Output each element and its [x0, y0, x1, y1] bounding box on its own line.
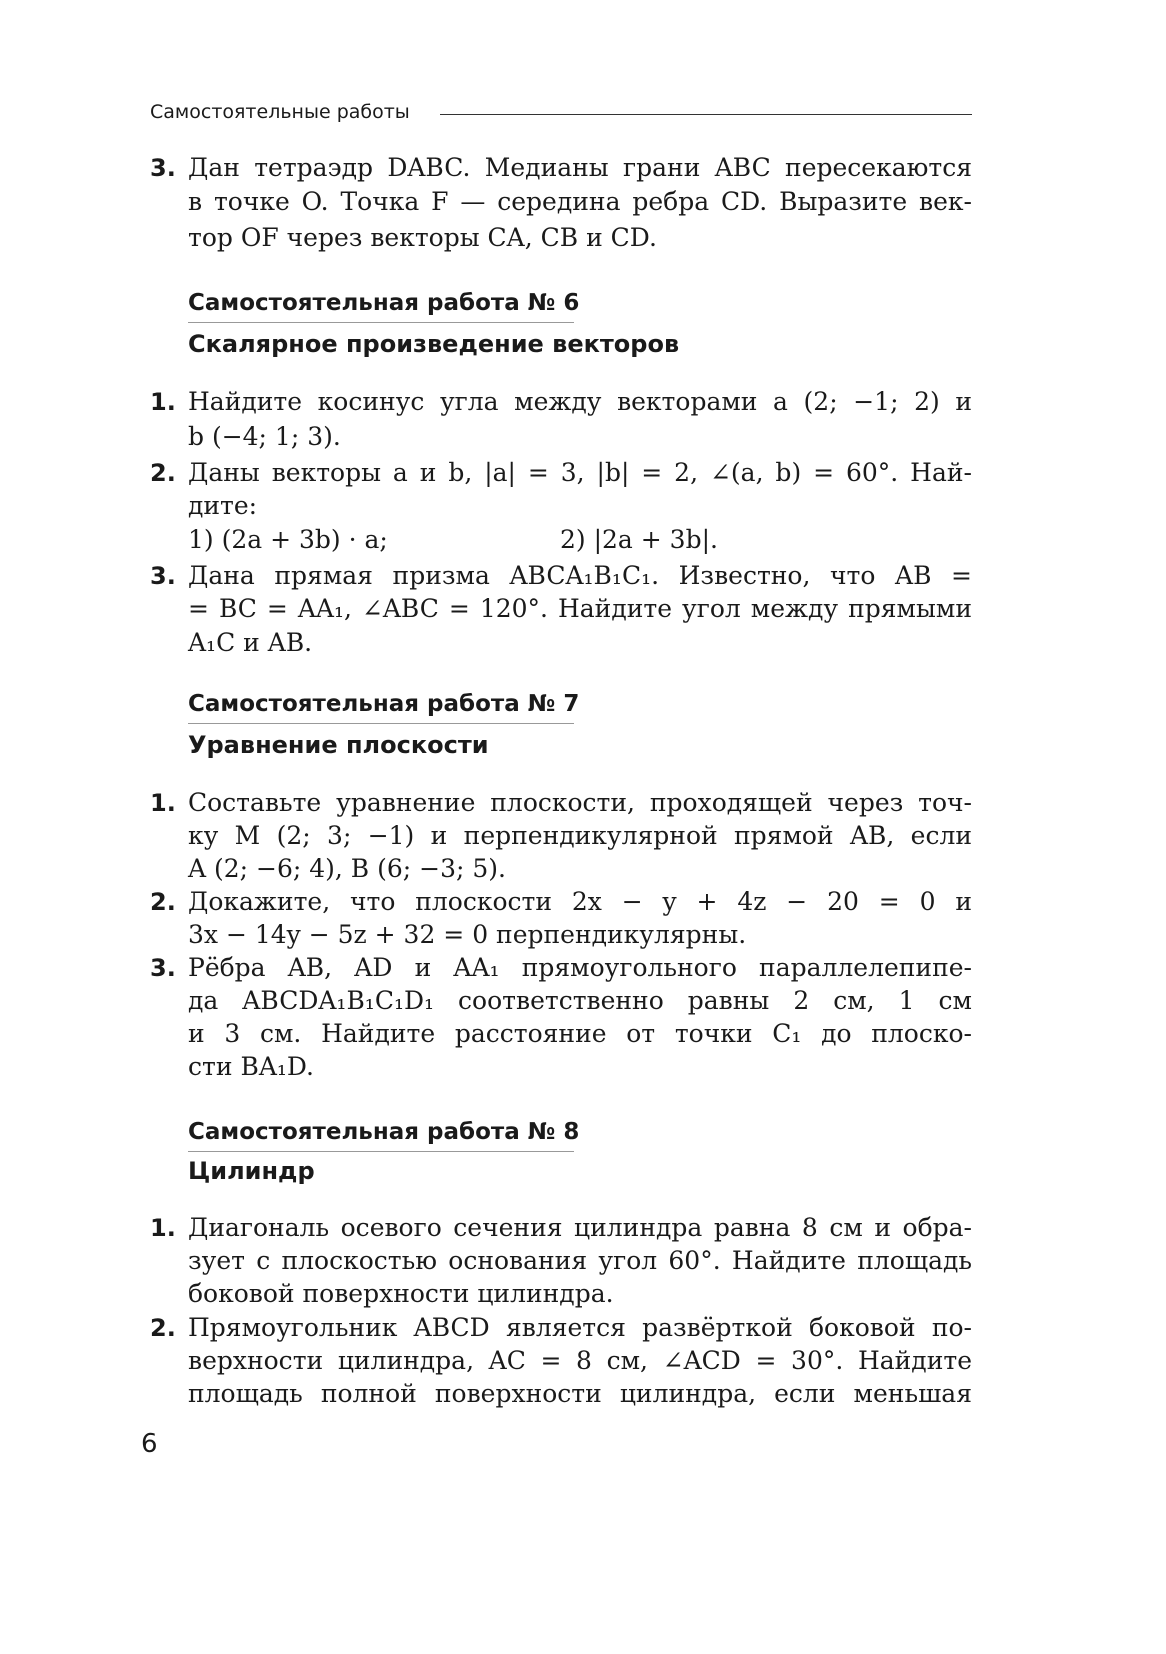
problem-line: и 3 см. Найдите расстояние от точки C₁ до плоско- [188, 1019, 972, 1048]
problem-line: Дана прямая призма ABCA₁B₁C₁. Известно, что AB = [188, 561, 972, 590]
problem-line: сти BA₁D. [188, 1052, 314, 1081]
work-topic: Уравнение плоскости [188, 731, 489, 759]
problem-line: боковой поверхности цилиндра. [188, 1279, 614, 1308]
problem-number: 2. [150, 888, 176, 916]
problem-line: дите: [188, 491, 258, 520]
problem-number: 1. [150, 388, 176, 416]
work-title: Самостоятельная работа № 8 [188, 1117, 574, 1152]
problem-number: 2. [150, 1314, 176, 1342]
problem-line: да ABCDA₁B₁C₁D₁ соответственно равны 2 см, 1 см [188, 986, 972, 1015]
problem-number: 1. [150, 1214, 176, 1242]
problem-number: 1. [150, 789, 176, 817]
work-topic: Цилиндр [188, 1157, 315, 1185]
problem-line: Диагональ осевого сечения цилиндра равна 8 см и обра- [188, 1213, 972, 1242]
problem-line: верхности цилиндра, AC = 8 см, ∠ACD = 30°. Найдите [188, 1346, 972, 1375]
subproblem-2: 2) |2a + 3b|. [560, 525, 718, 554]
running-header [150, 99, 972, 127]
page-number: 6 [141, 1429, 158, 1459]
problem-number: 2. [150, 459, 176, 487]
problem-line: площадь полной поверхности цилиндра, если меньшая [188, 1379, 972, 1408]
problem-line: Прямоугольник ABCD является развёрткой боковой по- [188, 1313, 972, 1342]
work-title: Самостоятельная работа № 6 [188, 288, 574, 323]
problem-line: = BC = AA₁, ∠ABC = 120°. Найдите угол между прямыми [188, 594, 972, 623]
problem-line: Даны векторы a и b, |a| = 3, |b| = 2, ∠(a, b) = 60°. Най- [188, 458, 972, 487]
subproblem-1: 1) (2a + 3b) · a; [188, 525, 388, 554]
header-rule [440, 114, 972, 115]
problem-line: b (−4; 1; 3). [188, 422, 341, 451]
problem-line: A (2; −6; 4), B (6; −3; 5). [188, 854, 506, 883]
problem-line: в точке O. Точка F — середина ребра CD. Выразите век- [188, 187, 972, 216]
problem-number: 3. [150, 154, 176, 182]
problem-line: тор OF через векторы CA, CB и CD. [188, 223, 657, 252]
problem-line: A₁C и AB. [188, 628, 313, 657]
work-topic: Скалярное произведение векторов [188, 330, 680, 358]
problem-line: ку M (2; 3; −1) и перпендикулярной прямой AB, если [188, 821, 972, 850]
problem-number: 3. [150, 562, 176, 590]
problem-line: Составьте уравнение плоскости, проходящей через точ- [188, 788, 972, 817]
problem-line: зует с плоскостью основания угол 60°. Найдите площадь [188, 1246, 972, 1275]
problem-line: Рёбра AB, AD и AA₁ прямоугольного параллелепипе- [188, 953, 972, 982]
running-header-title: Самостоятельные работы [150, 101, 410, 123]
problem-line: Докажите, что плоскости 2x − y + 4z − 20 = 0 и [188, 887, 972, 916]
work-title: Самостоятельная работа № 7 [188, 689, 574, 724]
problem-number: 3. [150, 954, 176, 982]
problem-line: Найдите косинус угла между векторами a (2; −1; 2) и [188, 387, 972, 416]
problem-line: 3x − 14y − 5z + 32 = 0 перпендикулярны. [188, 920, 747, 949]
problem-line: Дан тетраэдр DABC. Медианы грани ABC пересекаются [188, 153, 972, 182]
